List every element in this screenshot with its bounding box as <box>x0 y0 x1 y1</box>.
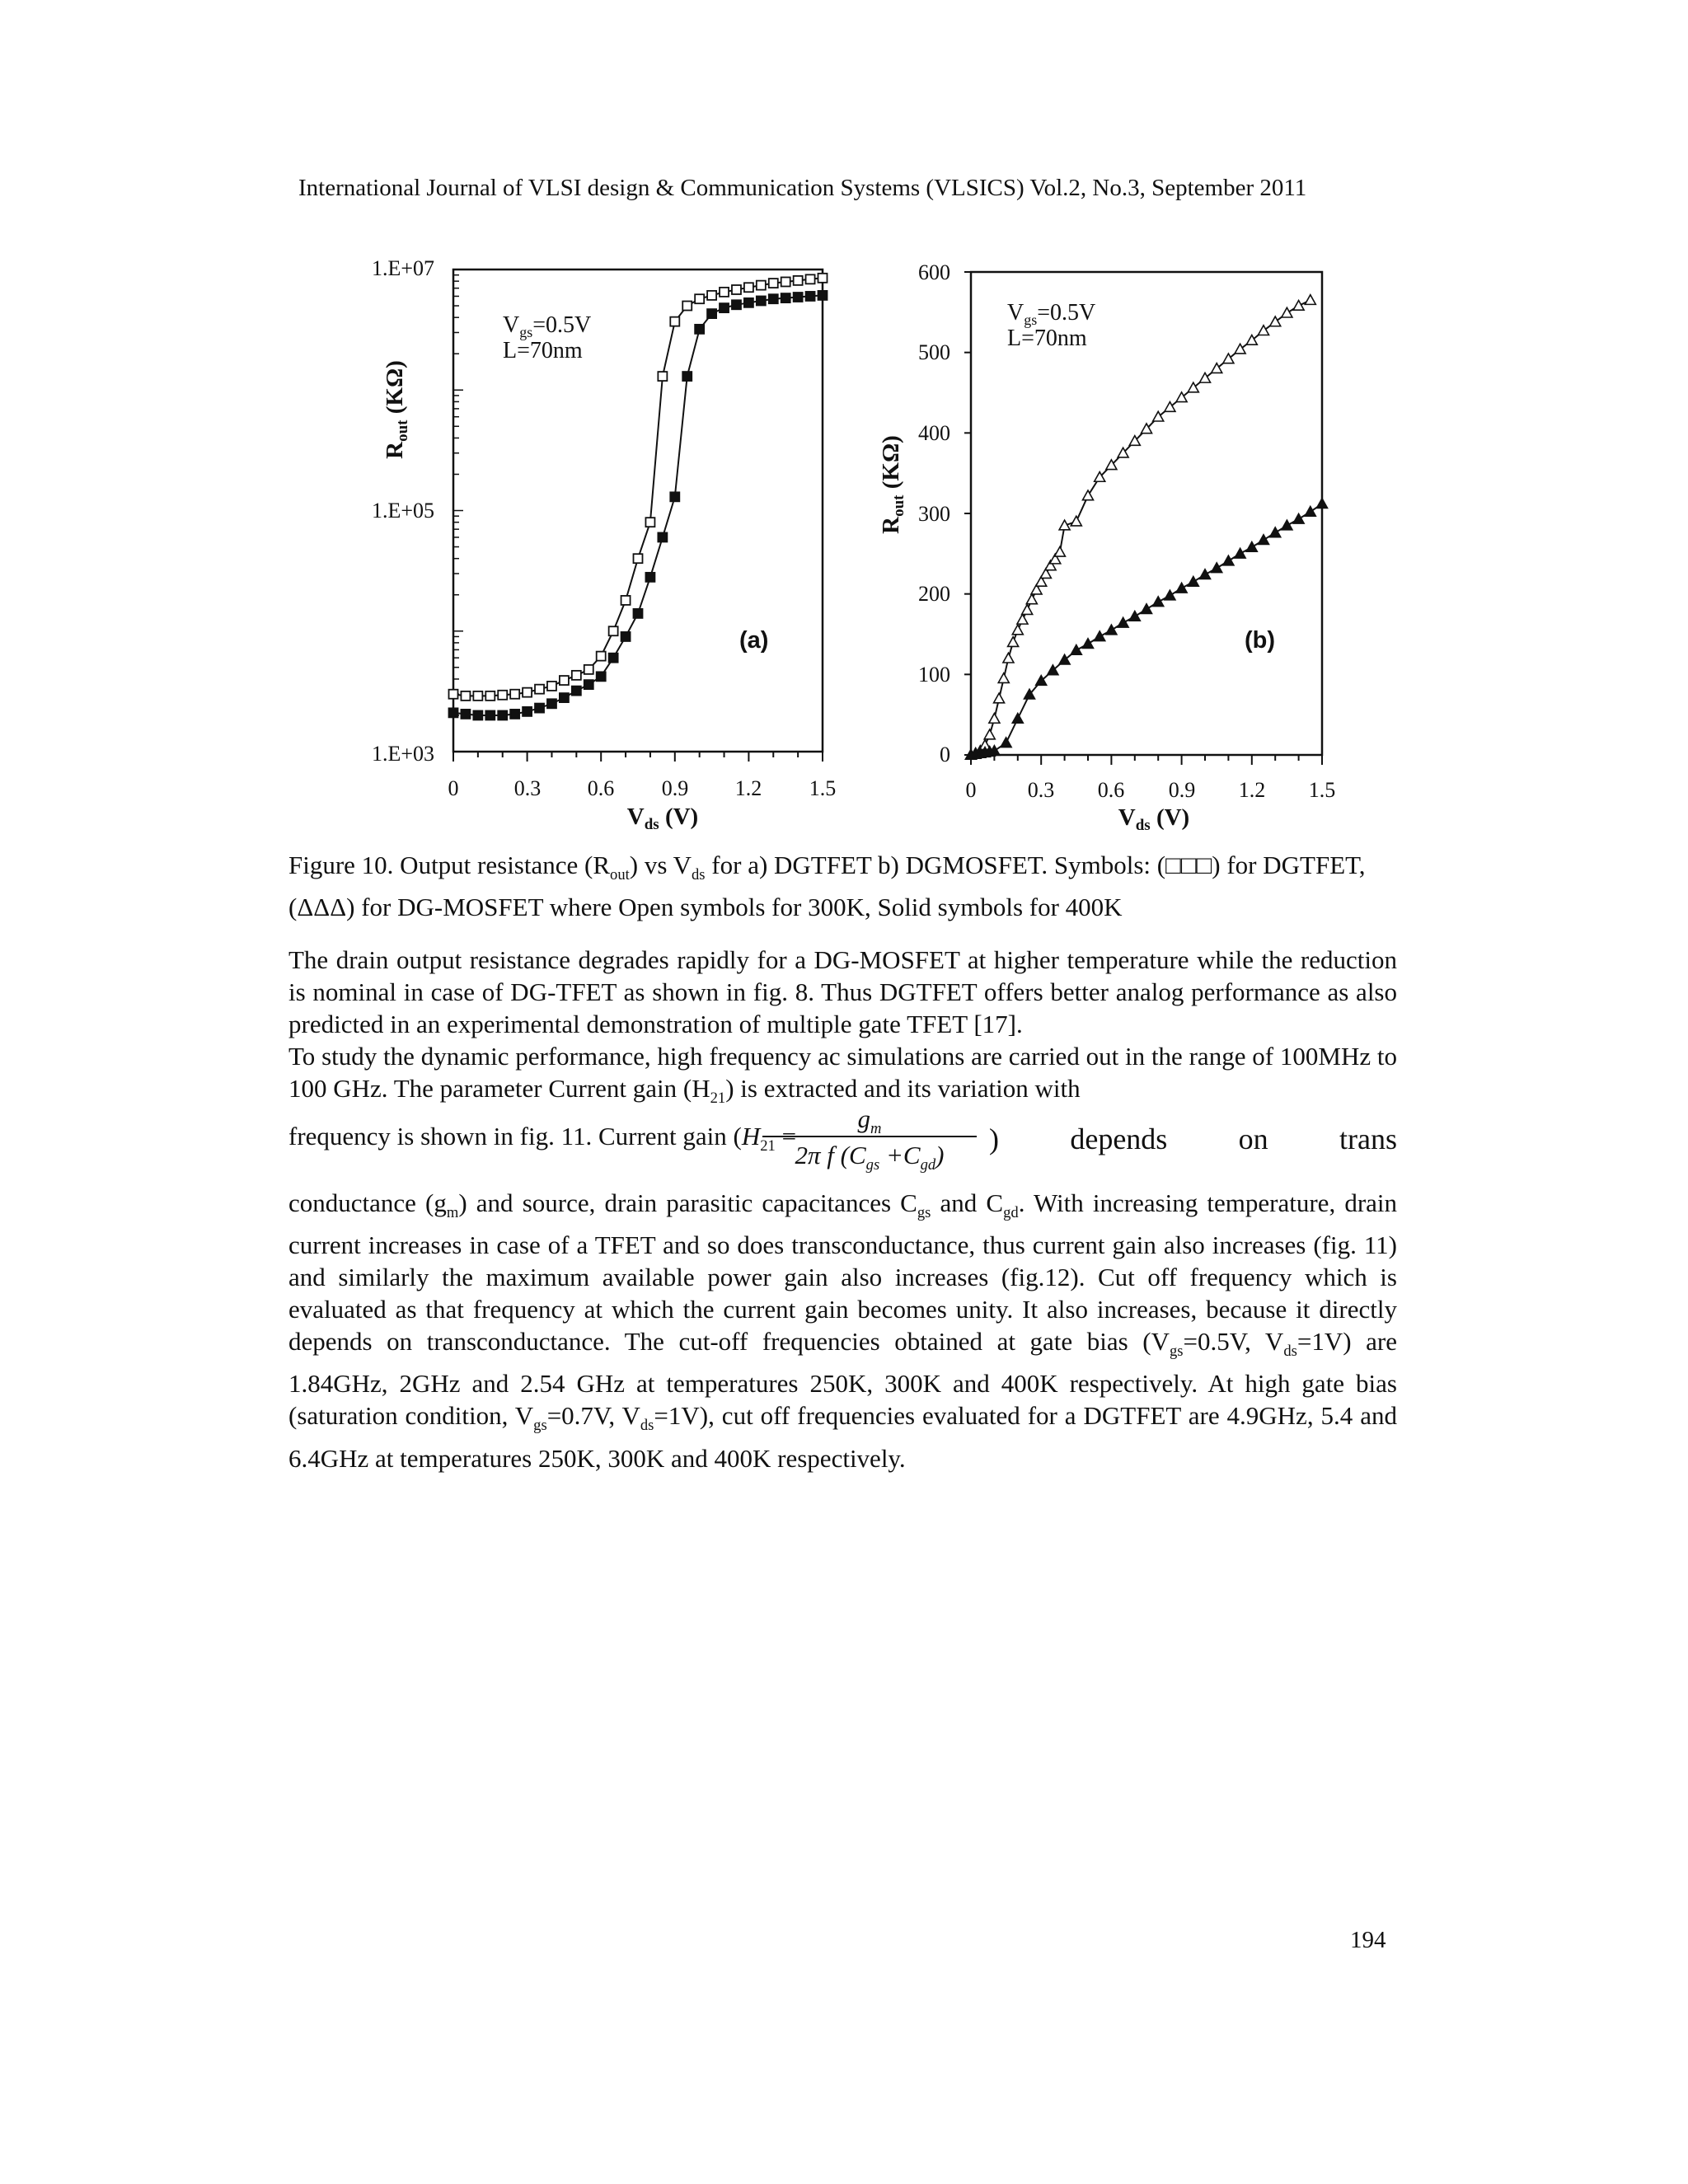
series-1-point <box>498 691 507 700</box>
series-1-point <box>634 554 643 563</box>
series-1-point <box>1293 301 1304 311</box>
series-2-point <box>695 325 704 334</box>
chart-a-annotation-length: L=70nm <box>503 338 583 363</box>
series-1-point <box>1071 516 1081 526</box>
series-2-point <box>510 710 519 719</box>
series-1-point <box>1270 316 1281 326</box>
paragraph-dynamic-performance: To study the dynamic performance, high frequency ac simulations are carried out in the range of 100MHz to 100 GHz. The parameter Current gain $(H_{21})$ is extracted and its variation with <box>288 1042 1397 1108</box>
chart-b-xtick-label: 0.3 <box>1027 778 1055 802</box>
series-1-point <box>560 676 569 685</box>
chart-b-panel-label: (b) <box>1245 627 1276 654</box>
series-1-point <box>1008 637 1019 647</box>
current-gain-formula-line <box>288 1104 1397 1187</box>
series-2-point <box>1317 499 1328 509</box>
series-2-point <box>1142 604 1152 614</box>
page-number: 194 <box>1350 1927 1386 1953</box>
chart-b-xtick-label: 0.6 <box>1097 778 1125 802</box>
series-2-point <box>1012 714 1023 724</box>
chart-b-ytick-label: 400 <box>918 421 950 445</box>
formula-lead-text: frequency is shown in fig. 11. Current gain ($H_{21}$ = <box>288 1122 797 1155</box>
chart-b-ytick-label: 500 <box>918 340 950 364</box>
series-2-point <box>560 693 569 702</box>
chart-a-ytick-label: 1.E+07 <box>371 256 434 280</box>
chart-a-ylabel: $R_{out}$ (KΩ) <box>382 360 411 459</box>
series-1-point <box>645 518 654 527</box>
series-2-point <box>1001 738 1011 748</box>
series-2-point <box>597 672 606 681</box>
chart-a-panel-label: (a) <box>739 627 769 654</box>
series-1-point <box>1003 653 1014 663</box>
figure-10 <box>0 247 1688 841</box>
series-1-point <box>806 274 815 284</box>
series-1-line <box>971 300 1311 755</box>
series-1-point <box>682 302 692 311</box>
chart-b-lines <box>971 300 1322 755</box>
chart-b-xtick-label: 1.2 <box>1238 778 1266 802</box>
series-1-point <box>523 688 532 697</box>
series-1-point <box>1259 326 1269 335</box>
fraction-bar <box>762 1136 977 1137</box>
series-2-point <box>1176 583 1187 593</box>
chart-a <box>372 256 836 833</box>
series-1-point <box>1235 344 1245 354</box>
series-2-point <box>1083 639 1094 649</box>
series-1-point <box>473 691 482 701</box>
chart-b-xlabel: $V_{ds}$ (V) <box>1118 804 1190 834</box>
series-1-point <box>781 277 790 286</box>
chart-b-marks <box>966 295 1328 760</box>
series-2-point <box>1095 631 1105 641</box>
series-2-point <box>473 710 482 719</box>
series-1-point <box>1282 307 1292 317</box>
chart-a-xtick-label: 0.9 <box>661 776 689 800</box>
chart-a-xtick-label: 1.5 <box>809 776 837 800</box>
series-1-point <box>757 281 766 290</box>
series-2-point <box>1223 555 1234 565</box>
series-2-point <box>670 492 679 501</box>
series-1-point <box>572 671 581 680</box>
chart-a-xtick-label: 0.6 <box>587 776 615 800</box>
series-2-point <box>781 293 790 302</box>
chart-a-xtick-label: 0.3 <box>513 776 542 800</box>
paragraph-output-resistance: The drain output resistance degrades rapidly for a DG-MOSFET at higher temperature while the reduction is nominal in case of DG-TFET as shown in fig. 8. Thus DGTFET offers better analog performance as also predicted in an experimental demonstration of multiple gate TFET [17]. <box>288 945 1397 1038</box>
series-2-point <box>1305 507 1315 517</box>
series-2-point <box>1188 577 1198 587</box>
series-2-point <box>720 303 729 312</box>
series-1-point <box>658 372 667 381</box>
series-2-point <box>1212 563 1222 573</box>
series-1-point <box>818 274 828 283</box>
paragraph-current-gain: conductance $(g_m)$ and source, drain parasitic capacitances $C_{gs}$ and $C_{gd}$. With increasing temperature, drain current increases in case of a TFET and so does transconductance, thus current gain also increases (fig. 11) and similarly the maximum available power gain also increases (fig.12). Cut off frequency which is evaluated as that frequency at which the current gain becomes unity. It also increases, because it directly depends on transconductance. The cut-off frequencies obtained at gate bias ($V_{gs}=0.5V$, $V_{ds}=1V$) are 1.84GHz, 2GHz and 2.54 GHz at temperatures 250K, 300K and 400K respectively. At high gate bias (saturation condition, $V_{gs}=0.7V$, $V_{ds}=1V$), cut off frequencies evaluated for a DGTFET are 4.9GHz, 5.4 and 6.4GHz at temperatures 250K, 300K and 400K respectively. <box>288 1188 1398 1473</box>
series-1-point <box>461 691 470 701</box>
series-2-point <box>1153 597 1164 607</box>
series-2-point <box>1259 535 1269 545</box>
series-2-point <box>1282 520 1292 530</box>
series-2-point <box>806 292 815 301</box>
series-2-point <box>609 654 618 663</box>
series-2-point <box>1200 569 1211 579</box>
chart-b-annotation-length: L=70nm <box>1007 326 1087 351</box>
series-1-point <box>1022 605 1033 615</box>
chart-a-xtick-label: 1.2 <box>734 776 762 800</box>
series-1-point <box>1305 295 1315 305</box>
series-1-point <box>621 596 631 605</box>
series-2-point <box>757 296 766 305</box>
series-2-point <box>1129 612 1140 621</box>
series-2-point <box>645 573 654 582</box>
series-2-point <box>794 293 803 302</box>
series-2-point <box>621 632 631 641</box>
formula-trailing-text: ) depends on trans <box>989 1122 1397 1155</box>
fraction-numerator: $g_m$ <box>857 1104 882 1138</box>
series-1-point <box>720 288 729 297</box>
series-1-point <box>584 665 593 674</box>
series-1-point <box>510 690 519 699</box>
series-2-point <box>707 309 716 318</box>
series-2-point <box>449 708 458 717</box>
series-2-point <box>818 291 828 300</box>
series-1-point <box>695 294 704 303</box>
series-2-point <box>1270 527 1281 537</box>
chart-b-ytick-label: 200 <box>918 582 950 606</box>
chart-b-ytick-label: 100 <box>918 663 950 687</box>
series-2-point <box>1293 513 1304 523</box>
series-1-point <box>1054 546 1065 556</box>
series-2-point <box>682 372 692 381</box>
series-1-point <box>597 652 606 661</box>
series-2-point <box>658 532 667 541</box>
series-1-point <box>769 279 778 288</box>
chart-b-ytick-label: 600 <box>918 260 950 284</box>
series-2-point <box>744 298 753 307</box>
series-2-point <box>485 710 495 719</box>
series-1-point <box>449 690 458 699</box>
series-2-point <box>535 704 544 713</box>
series-2-point <box>1118 617 1128 627</box>
series-1-point <box>732 285 741 294</box>
series-1-point <box>707 291 716 300</box>
chart-b-ylabel: $R_{out}$ (KΩ) <box>878 435 907 534</box>
series-1-point <box>998 673 1009 683</box>
chart-a-annotation-vgs: $V_{gs}=0.5V$ <box>503 312 592 340</box>
chart-b <box>878 260 1335 834</box>
series-1-point <box>1083 490 1094 500</box>
series-1-point <box>670 317 679 326</box>
chart-a-xtick-label: 0 <box>448 776 459 800</box>
chart-b-annotation-vgs: $V_{gs}=0.5V$ <box>1007 300 1096 328</box>
series-1-point <box>1012 625 1023 635</box>
chart-a-ytick-label: 1.E+05 <box>371 499 434 523</box>
series-2-point <box>461 710 470 719</box>
series-1-point <box>1026 594 1037 604</box>
chart-b-xtick-label: 0.9 <box>1168 778 1196 802</box>
series-1-point <box>1017 614 1028 624</box>
series-2-point <box>1106 625 1117 635</box>
series-1-point <box>609 626 618 635</box>
series-1-point <box>994 693 1005 703</box>
chart-b-xtick-label: 0 <box>965 778 977 802</box>
series-1-point <box>535 685 544 694</box>
fraction-denominator: 2π f $(C_{gs} +C_{gd})$ <box>795 1141 945 1174</box>
series-1-point <box>485 691 495 701</box>
series-2-point <box>1235 548 1245 558</box>
series-1-point <box>984 729 995 739</box>
chart-a-ytick-label: 1.E+03 <box>371 742 434 766</box>
series-2-point <box>1246 542 1257 552</box>
series-2-point <box>1165 590 1175 600</box>
figure-caption: Figure 10. Output resistance $(R_{out})$ vs $V_{ds}$ for a) DGTFET b) DGMOSFET. Symbols: (□□□) for DGTFET, (ΔΔΔ) for DG-MOSFET where Open symbols for 300K, Solid symbols for 400K <box>288 851 1366 922</box>
series-2-point <box>572 687 581 696</box>
series-2-point <box>547 699 556 708</box>
series-2-point <box>769 294 778 303</box>
running-header: International Journal of VLSI design & Communication Systems (VLSICS) Vol.2, No.3, September 2011 <box>298 175 1307 201</box>
series-2-point <box>732 300 741 309</box>
chart-b-xtick-label: 1.5 <box>1308 778 1336 802</box>
chart-b-ytick-label: 300 <box>918 502 950 526</box>
chart-a-xlabel: $V_{ds}$ (V) <box>626 804 699 833</box>
series-2-point <box>1071 645 1081 655</box>
series-1-point <box>744 283 753 292</box>
current-gain-fraction <box>762 1104 977 1174</box>
series-1-point <box>794 276 803 285</box>
series-2-point <box>634 609 643 618</box>
series-2-point <box>523 707 532 716</box>
series-1-point <box>989 714 1000 724</box>
series-2-point <box>498 710 507 719</box>
chart-b-ytick-label: 0 <box>940 743 950 766</box>
series-2-point <box>584 680 593 689</box>
series-1-point <box>547 682 556 691</box>
